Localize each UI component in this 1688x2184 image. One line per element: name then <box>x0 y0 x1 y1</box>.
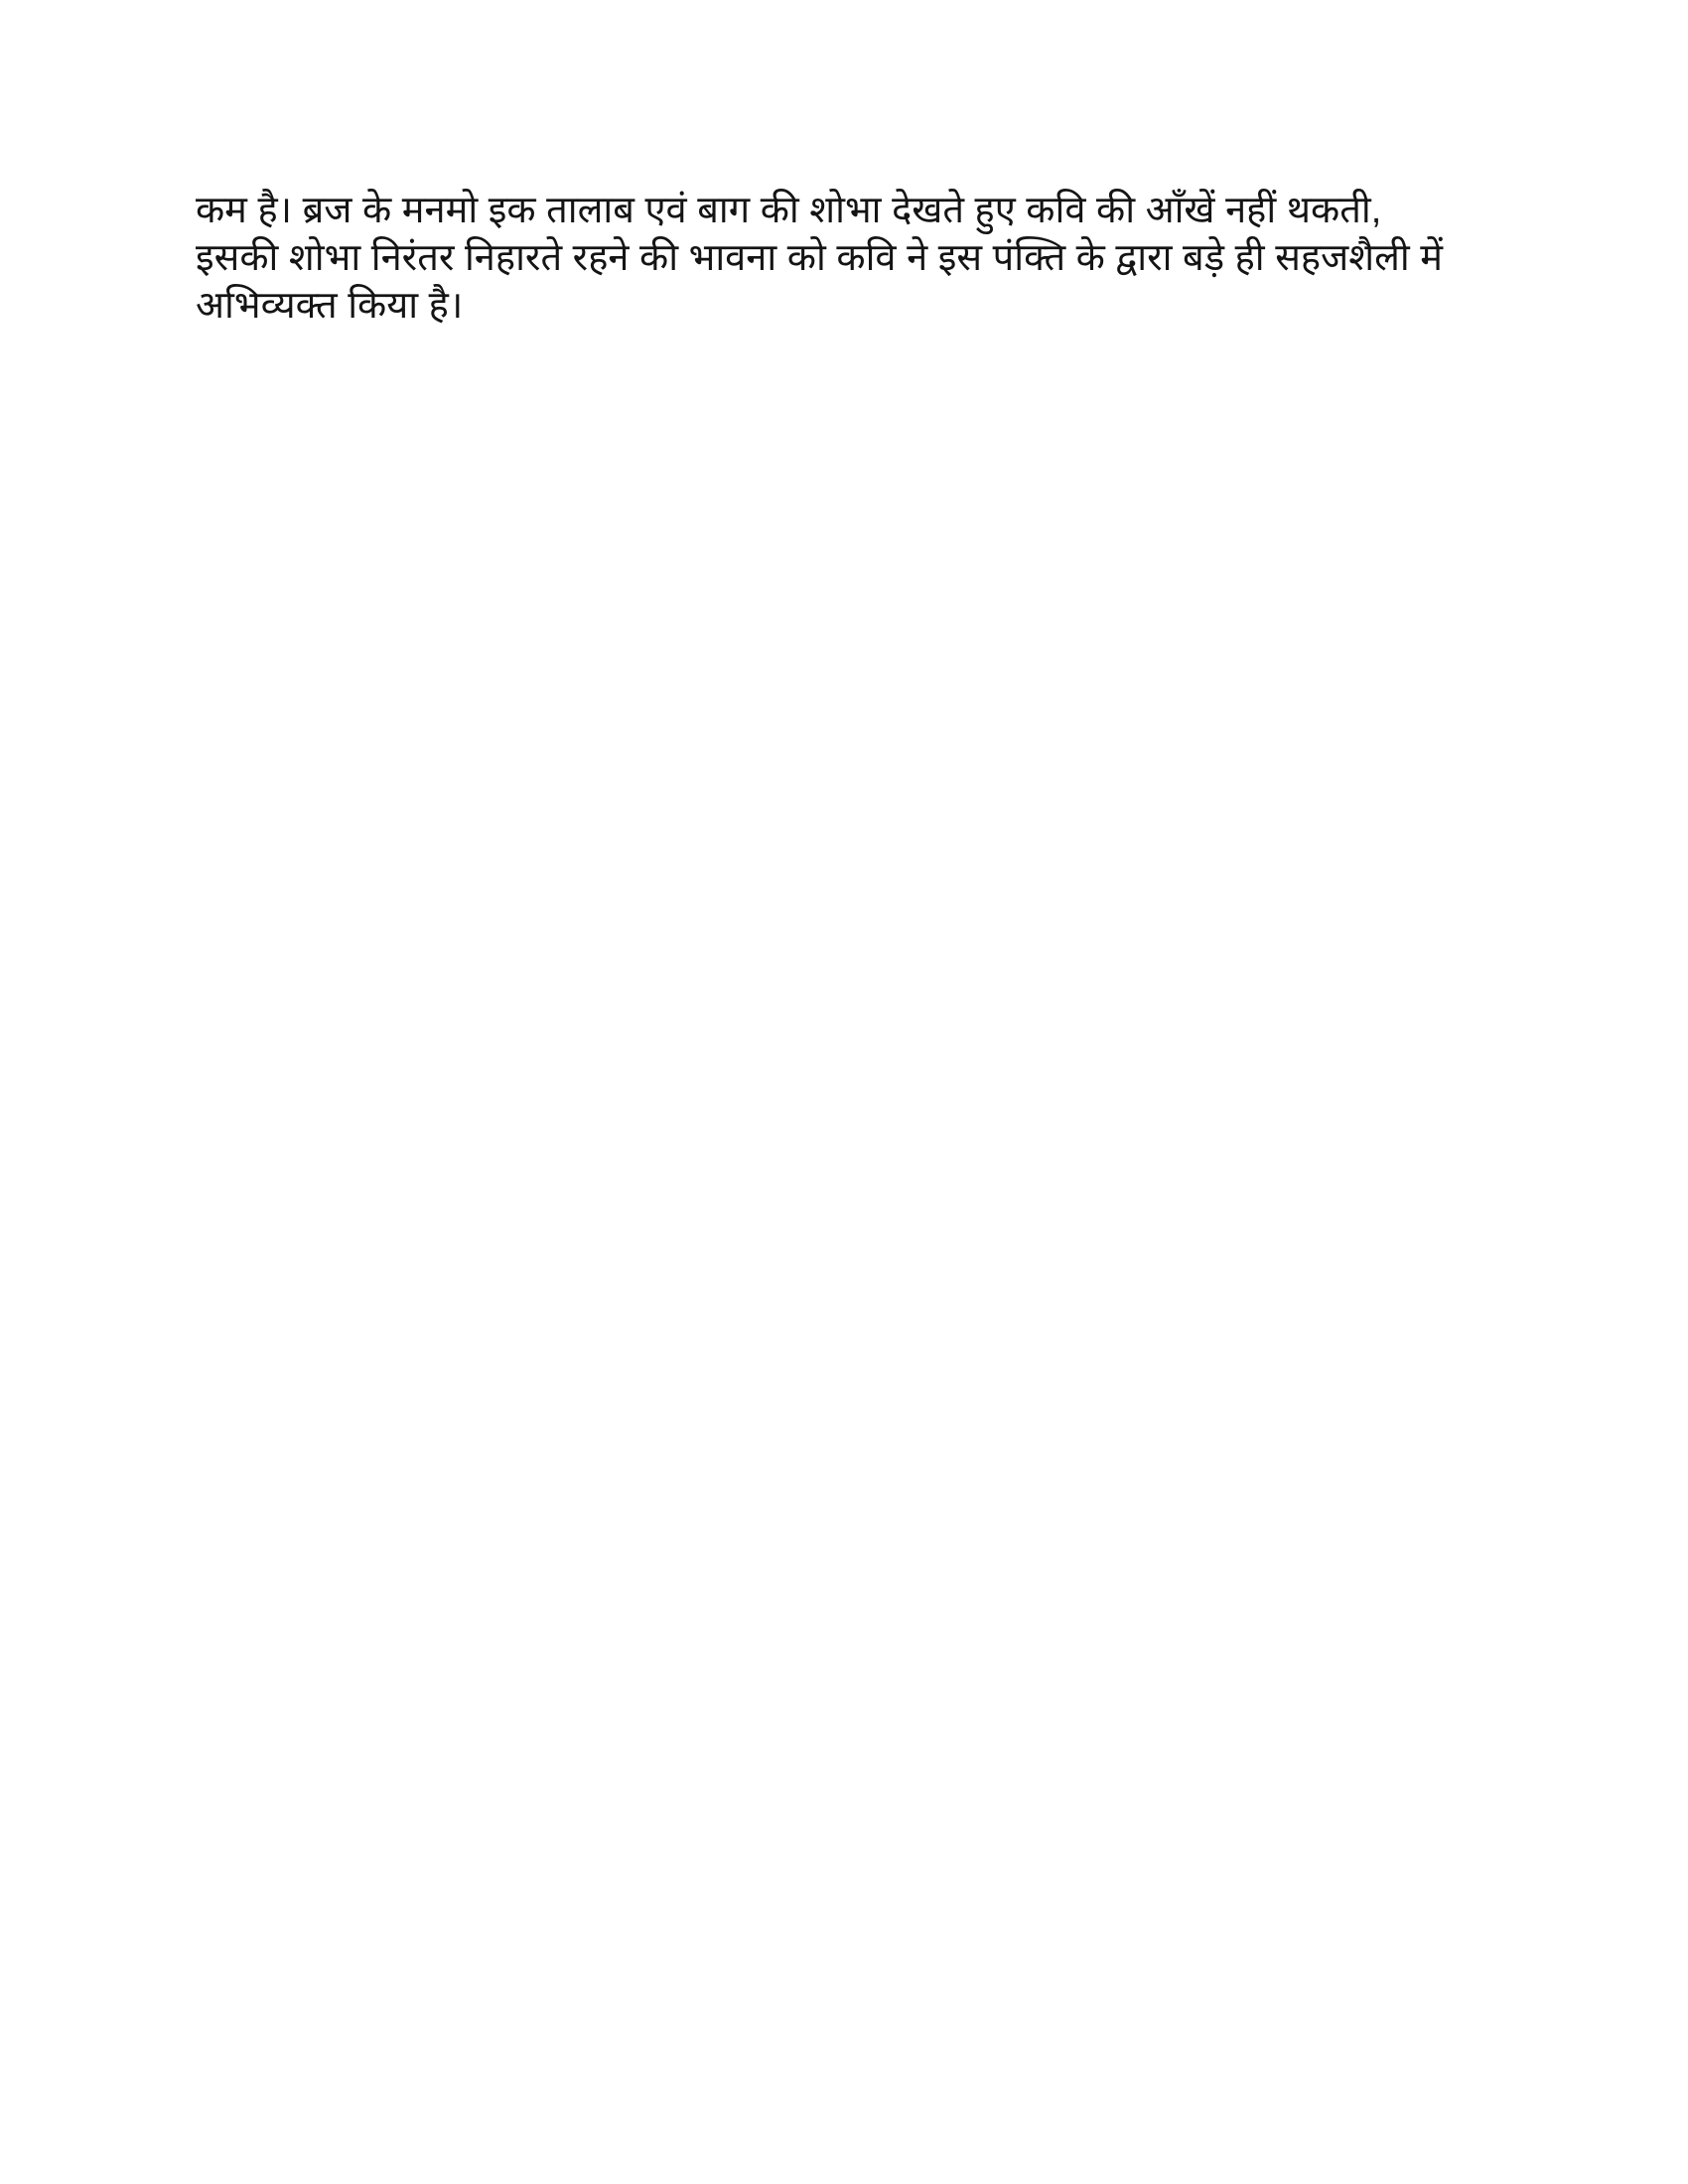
text-line-3: अभिव्यक्त किया है। <box>196 285 464 327</box>
text-line-2: इसकी शोभा निरंतर निहारते रहने की भावना को कवि ने इस पंक्ति के द्वारा बड़े ही सहजशैली में <box>196 237 1443 279</box>
text-line-1: कम है। ब्रज के मनमो इक तालाब एवं बाग की शोभा देखते हुए कवि की आँखें नहीं थकती, <box>196 190 1382 231</box>
paragraph <box>196 187 1486 330</box>
